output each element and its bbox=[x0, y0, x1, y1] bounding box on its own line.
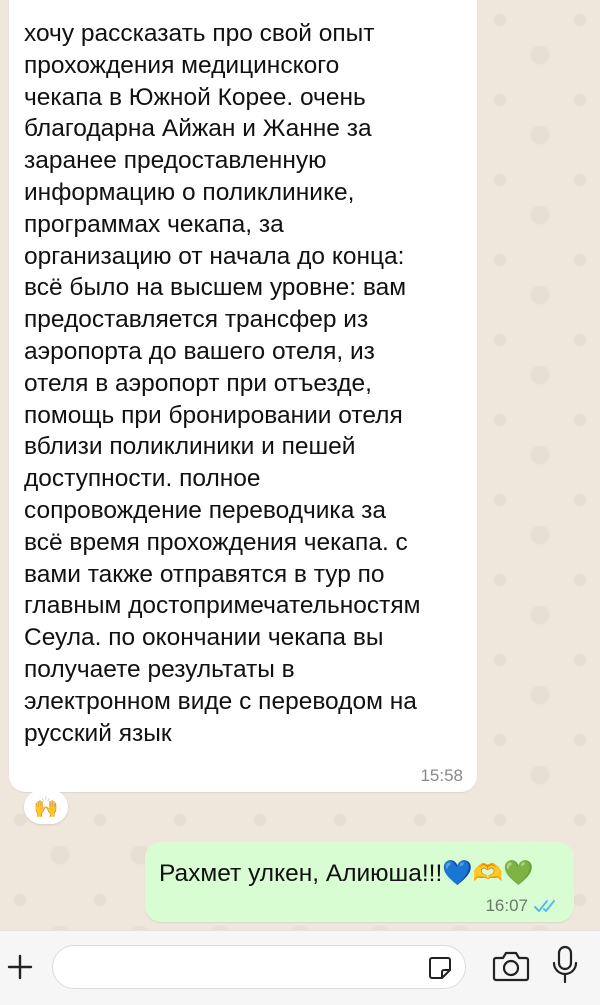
outgoing-message-bubble[interactable] bbox=[145, 842, 574, 922]
reaction-emoji: 🙌 bbox=[33, 796, 59, 819]
microphone-icon[interactable] bbox=[552, 945, 578, 985]
plus-icon bbox=[5, 952, 35, 982]
incoming-message-bubble[interactable] bbox=[9, 0, 477, 792]
attach-button[interactable] bbox=[2, 949, 38, 985]
sticker-icon[interactable] bbox=[427, 955, 453, 981]
message-reaction[interactable] bbox=[24, 790, 68, 824]
double-check-icon bbox=[534, 898, 562, 914]
incoming-message-time: 15:58 bbox=[420, 766, 463, 785]
camera-icon[interactable] bbox=[492, 949, 530, 983]
outgoing-message-text: Рахмет улкен, Алиюша!!!💙🫶💚 bbox=[159, 860, 534, 887]
incoming-message-text: хочу рассказать про свой опыт прохождения медицинского чекапа в Южной Корее. очень благодарна Айжан и Жанне за заранее предоставленную информацию о поликлинике, программах чекапа, за организацию от начала до конца: всё было на высшем уровне: вам предоставляется трансфер из аэропорта до вашего отеля, из отеля в аэропорт при отъезде, помощь при бронировании отеля вблизи поликлиники и пешей доступности. полное сопровождение переводчика за всё время прохождения чекапа. с вами также отправятся в тур по главным достопримечательностям Сеула. по окончании чекапа вы получаете результаты в электронном виде с переводом на русский язык bbox=[24, 20, 421, 747]
message-input[interactable] bbox=[69, 954, 413, 982]
message-text-field[interactable] bbox=[52, 945, 466, 989]
message-input-bar bbox=[0, 930, 600, 1005]
outgoing-message-meta bbox=[485, 896, 562, 916]
outgoing-message-time: 16:07 bbox=[485, 896, 528, 915]
